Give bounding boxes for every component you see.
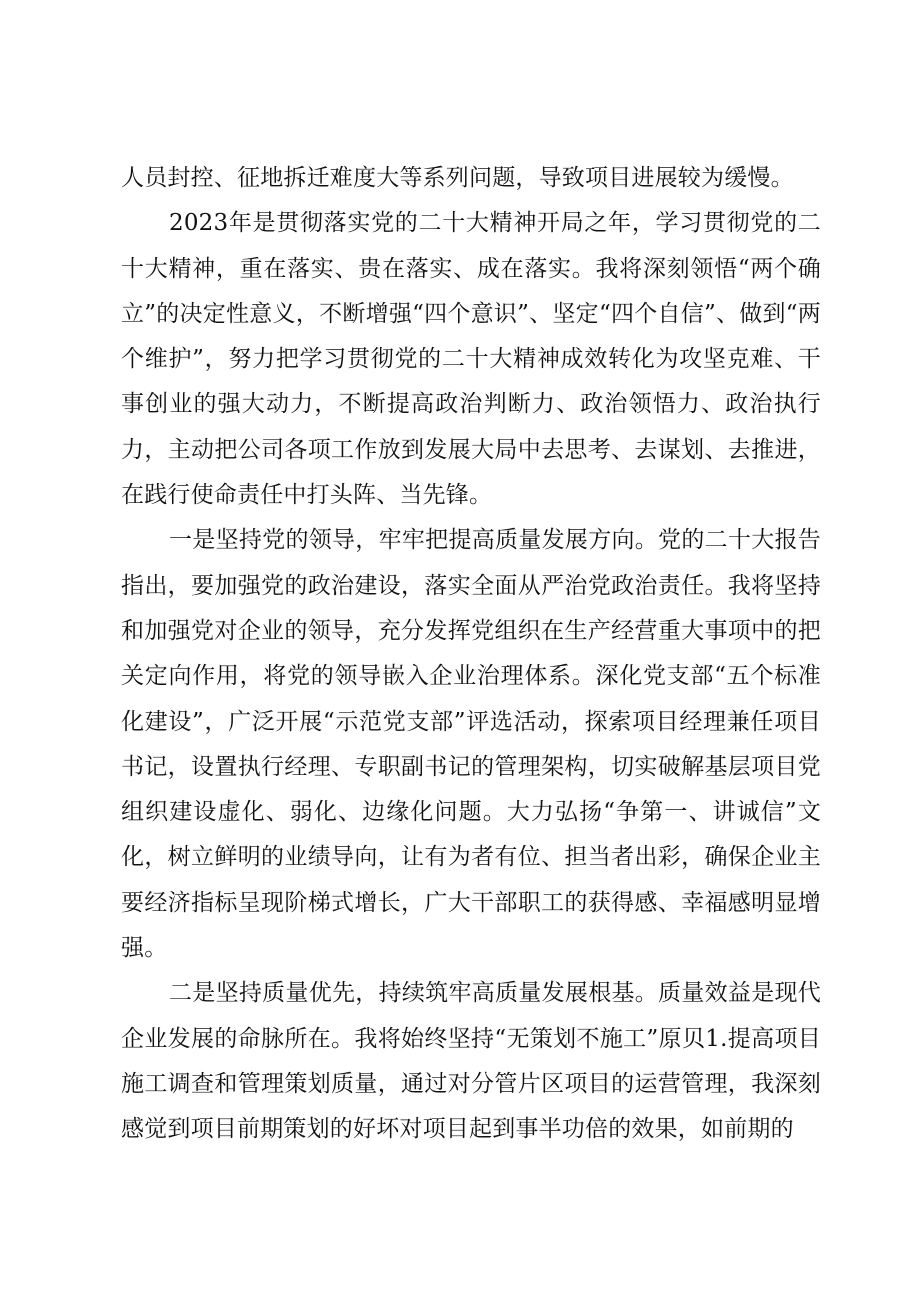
paragraph-point-two: 二是坚持质量优先，持续筑牢高质量发展根基。质量效益是现代企业发展的命脉所在。我将始终坚持“无策划不施工”原贝1.提高项目施工调查和管理策划质量，通过对分管片区项目的运营管理，我深刻感觉到项目前期策划的好坏对项目起到事半功倍的效果，如前期的 bbox=[121, 980, 821, 1143]
paragraph-2023: 2023年是贯彻落实党的二十大精神开局之年，学习贯彻党的二十大精神，重在落实、贵在落实、成在落实。我将深刻领悟“两个确立”的决定性意义，不断增强“四个意识”、坚定“四个自信”、做到“两个维护”，努力把学习贯彻党的二十大精神成效转化为攻坚克难、干事创业的强大动力，不断提高政治判断力、政治领悟力、政治执行力，主动把公司各项工作放到发展大局中去思考、去谋划、去推进，在践行使命责任中打头阵、当先锋。 bbox=[121, 210, 821, 509]
paragraph-point-one: 一是坚持党的领导，牢牢把提高质量发展方向。党的二十大报告指出，要加强党的政治建设，落实全面从严治党政治责任。我将坚持和加强党对企业的领导，充分发挥党组织在生产经营重大事项中的把关定向作用，将党的领导嵌入企业治理体系。深化党支部“五个标准化建设”，广泛开展“示范党支部”评选活动，探索项目经理兼任项目书记，设置执行经理、专职副书记的管理架构，切实破解基层项目党组织建设虚化、弱化、边缘化问题。大力弘扬“争第一、讲诚信”文化，树立鲜明的业绩导向，让有为者有位、担当者出彩，确保企业主要经济指标呈现阶梯式增长，广大干部职工的获得感、幸福感明显增强。 bbox=[121, 527, 821, 962]
paragraph-continuation: 人员封控、征地拆迁难度大等系列问题，导致项目进展较为缓慢。 bbox=[121, 165, 794, 191]
body-text bbox=[121, 156, 821, 1153]
